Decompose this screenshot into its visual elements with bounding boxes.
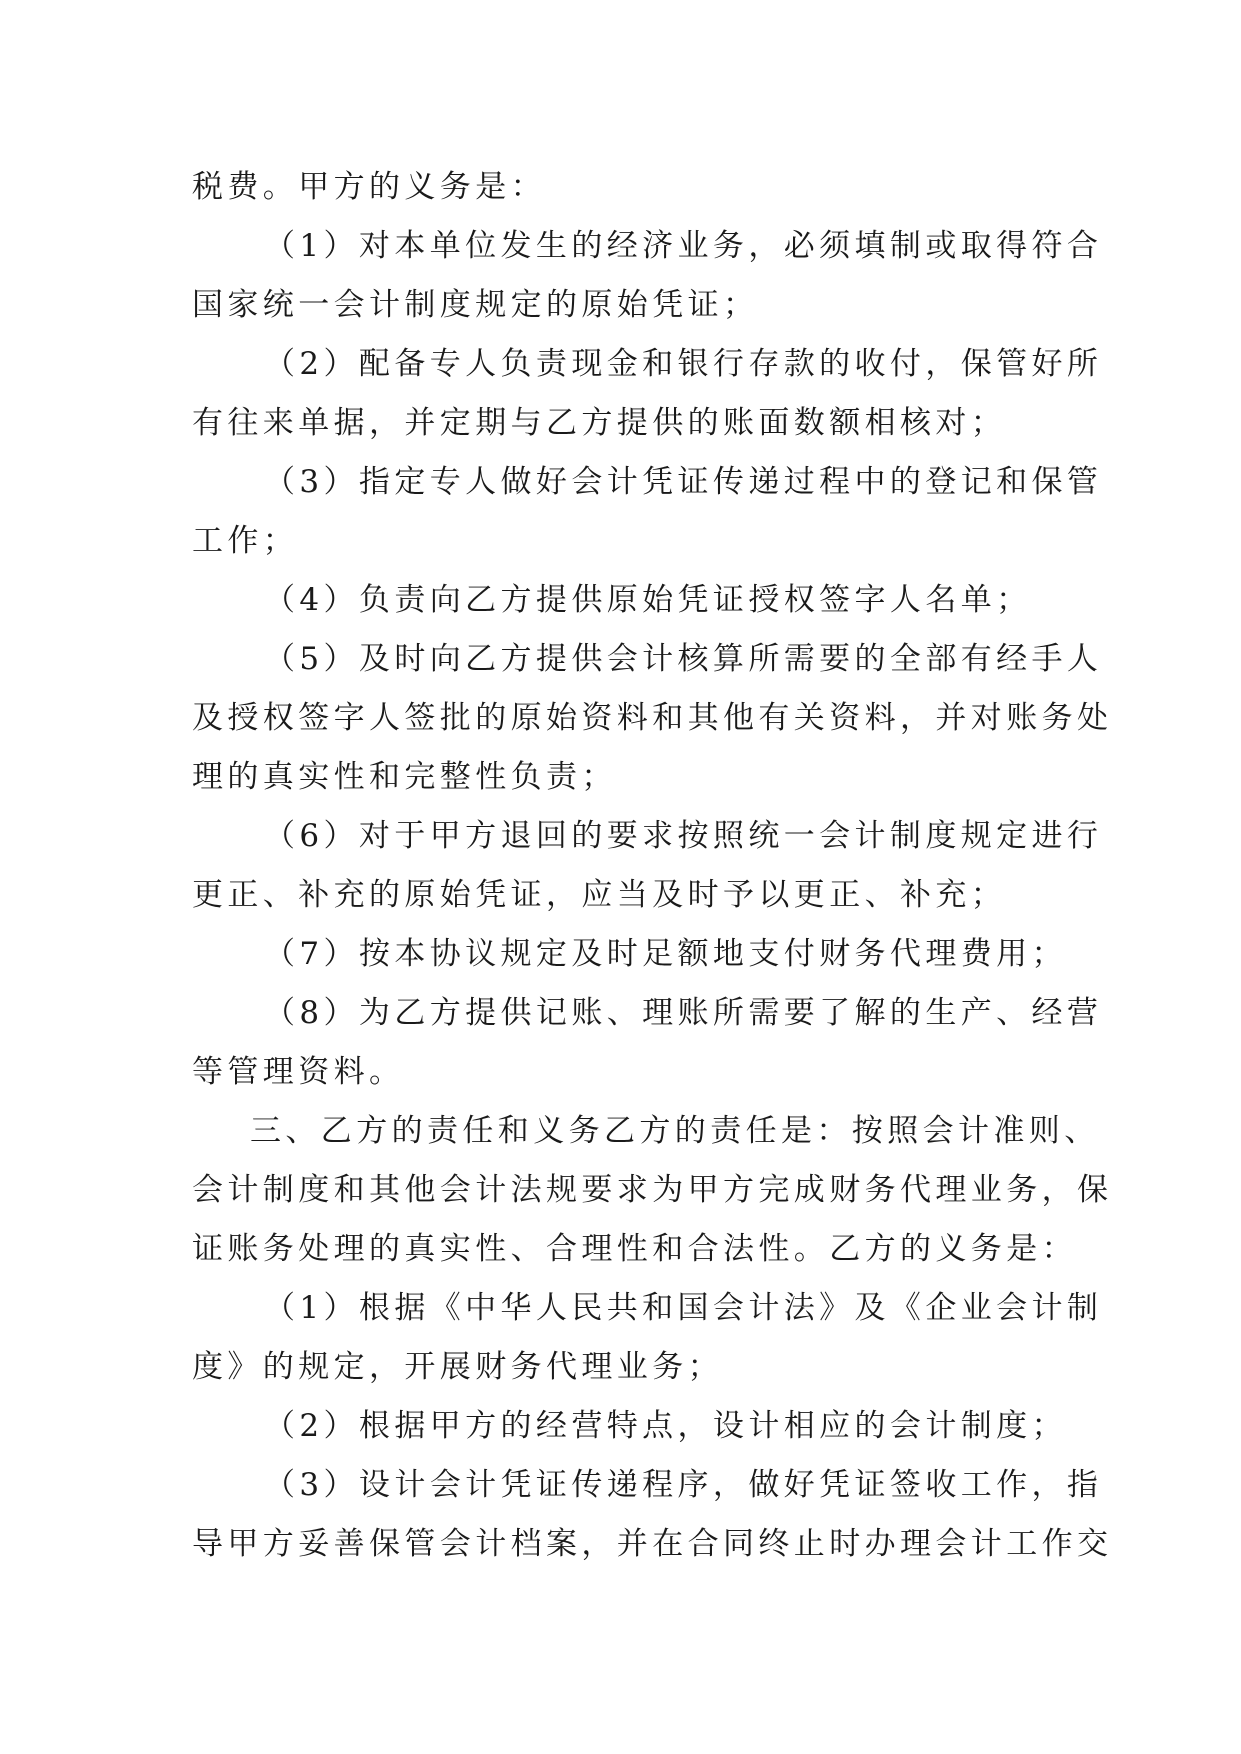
section-heading-line: 三、乙方的责任和义务乙方的责任是：按照会计准则、 [250,1113,1100,1149]
text-line: 导甲方妥善保管会计档案，并在合同终止时办理会计工作交 [192,1526,1113,1562]
text-line: 理的真实性和完整性负责； [192,759,617,795]
text-line: （1）对本单位发生的经济业务，必须填制或取得符合 [264,228,1103,264]
text-line: （2）根据甲方的经营特点，设计相应的会计制度； [264,1408,1067,1444]
text-line: （3）指定专人做好会计凭证传递过程中的登记和保管 [264,464,1103,500]
text-line: （3）设计会计凭证传递程序，做好凭证签收工作，指 [264,1467,1103,1503]
text-line: 税费。甲方的义务是： [192,169,546,205]
text-line: （6）对于甲方退回的要求按照统一会计制度规定进行 [264,818,1103,854]
text-line: 国家统一会计制度规定的原始凭证； [192,287,759,323]
text-line: （7）按本协议规定及时足额地支付财务代理费用； [264,936,1067,972]
text-line: 更正、补充的原始凭证，应当及时予以更正、补充； [192,877,1007,913]
text-line: 及授权签字人签批的原始资料和其他有关资料，并对账务处 [192,700,1113,736]
text-line: 会计制度和其他会计法规要求为甲方完成财务代理业务，保 [192,1172,1113,1208]
document-body [192,158,1113,1574]
text-line: （4）负责向乙方提供原始凭证授权签字人名单； [264,582,1032,618]
text-line: 证账务处理的真实性、合理性和合法性。乙方的义务是： [192,1231,1077,1267]
text-line: 等管理资料。 [192,1054,405,1090]
text-line: （1）根据《中华人民共和国会计法》及《企业会计制 [264,1290,1103,1326]
text-line: 度》的规定，开展财务代理业务； [192,1349,723,1385]
text-line: 工作； [192,523,299,559]
text-line: （5）及时向乙方提供会计核算所需要的全部有经手人 [264,641,1103,677]
text-line: （8）为乙方提供记账、理账所需要了解的生产、经营 [264,995,1103,1031]
text-line: 有往来单据，并定期与乙方提供的账面数额相核对； [192,405,1007,441]
text-line: （2）配备专人负责现金和银行存款的收付，保管好所 [264,346,1103,382]
